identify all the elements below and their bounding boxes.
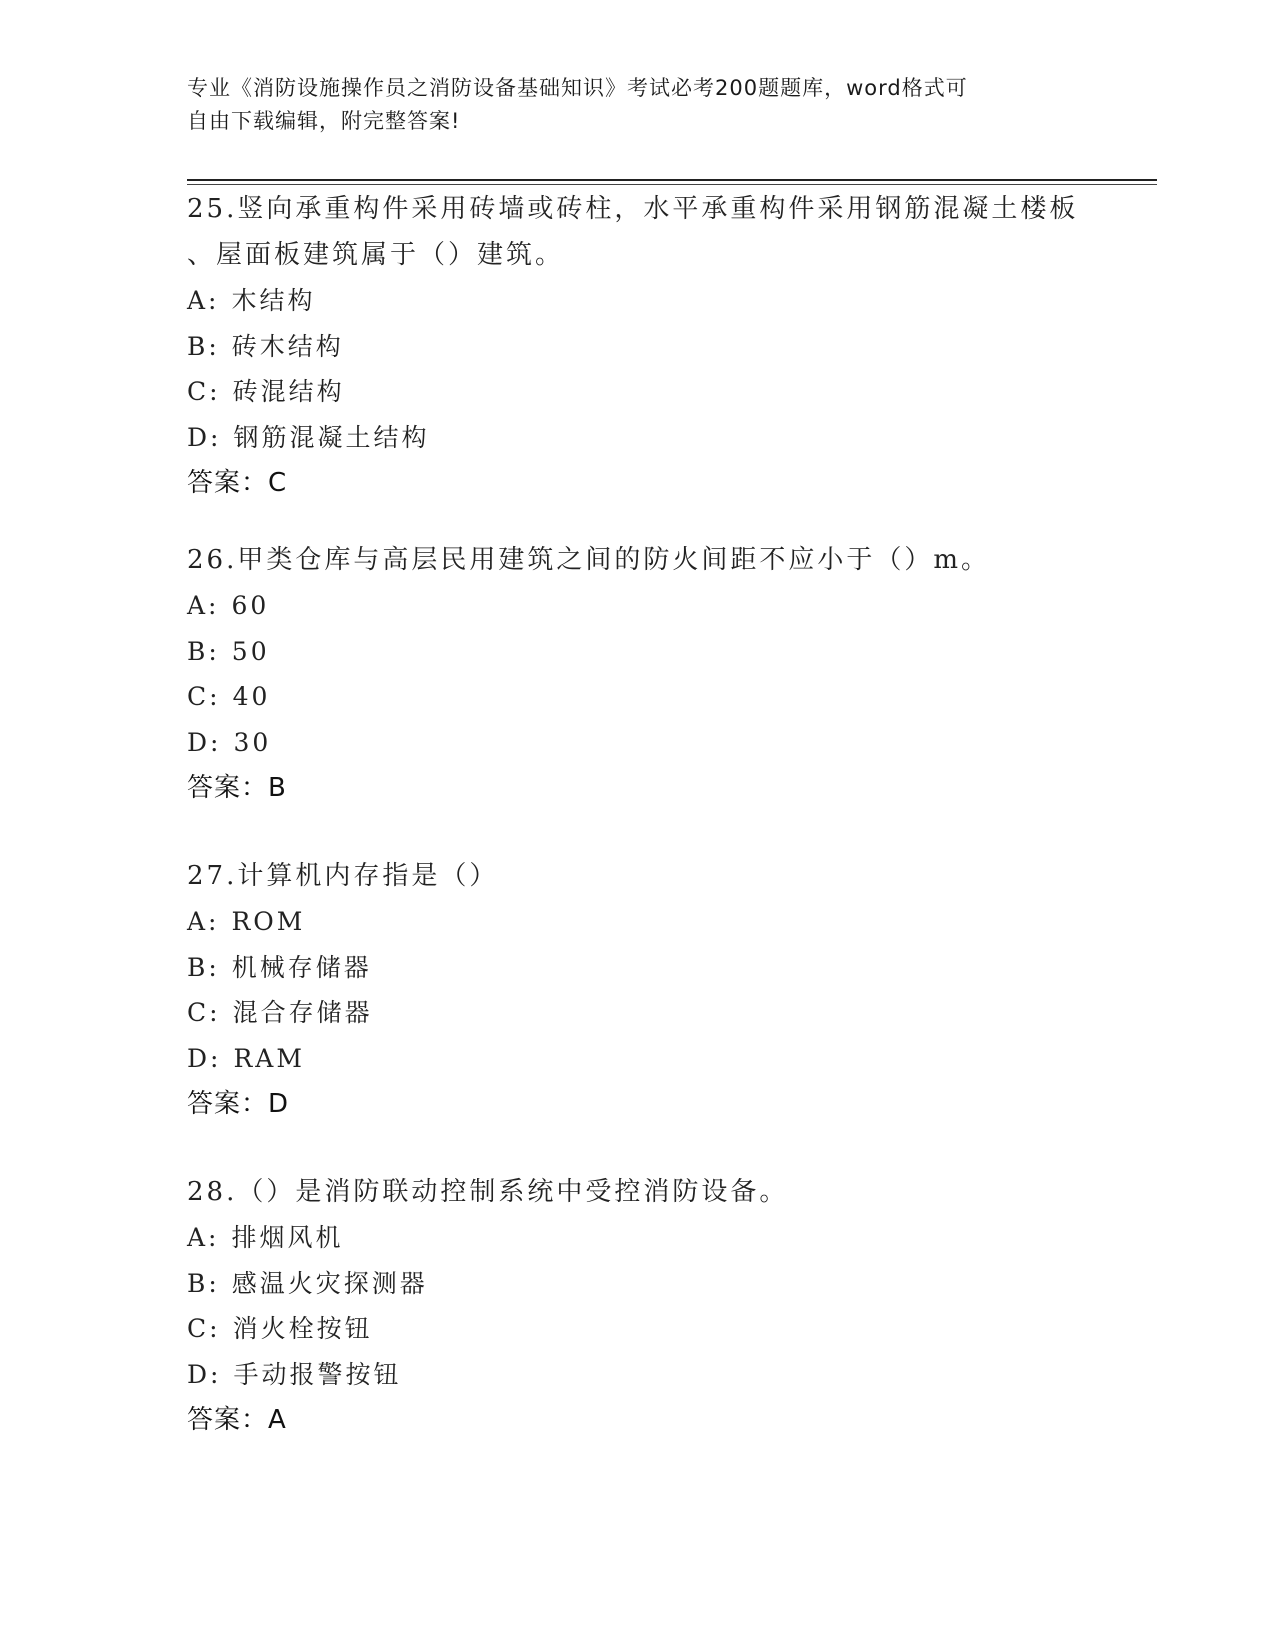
option-text: 排烟风机: [231, 1223, 344, 1252]
option-c: [187, 990, 1107, 1036]
option-text: 砖木结构: [231, 331, 344, 361]
option-text: 机械存储器: [231, 952, 372, 982]
option-c: [187, 674, 1107, 720]
question-stem-line: 26.甲类仓库与高层民用建筑之间的防火间距不应小于（）m。: [187, 545, 991, 575]
option-key: B:: [187, 331, 220, 361]
option-text: 30: [233, 727, 272, 757]
option-key: B:: [187, 636, 220, 666]
option-c: [187, 1306, 1107, 1352]
option-key: C:: [187, 682, 221, 711]
option-d: [187, 1036, 1107, 1082]
header-divider-thick: [187, 179, 1157, 181]
question-28: [187, 1169, 1107, 1443]
option-d: [187, 1352, 1107, 1398]
option-key: A:: [187, 907, 220, 936]
option-b: [187, 324, 1107, 370]
option-key: A:: [187, 286, 220, 315]
option-key: B:: [187, 1268, 220, 1298]
question-26: [187, 537, 1107, 811]
option-text: 砖混结构: [232, 377, 345, 406]
option-key: D:: [187, 1043, 222, 1073]
option-text: 消火栓按钮: [232, 1314, 373, 1343]
answer-label: 答案：D: [187, 1089, 290, 1119]
answer-label: 答案：A: [187, 1405, 287, 1435]
option-text: 混合存储器: [232, 998, 373, 1027]
option-key: D:: [187, 1359, 222, 1389]
question-stem-line: 27.计算机内存指是（）: [187, 861, 499, 891]
question-27: [187, 853, 1107, 1127]
question-stem: [187, 853, 1107, 899]
option-b: [187, 945, 1107, 991]
option-a: [187, 1215, 1107, 1261]
option-text: 感温火灾探测器: [231, 1268, 428, 1298]
question-25: [187, 186, 1107, 506]
option-a: [187, 278, 1107, 324]
option-text: RAM: [233, 1043, 305, 1073]
option-key: C:: [187, 377, 221, 406]
question-stem: [187, 537, 1107, 583]
option-b: [187, 629, 1107, 675]
option-text: 50: [231, 636, 270, 666]
option-c: [187, 369, 1107, 415]
option-text: 40: [232, 682, 271, 711]
header-divider-thin: [187, 184, 1157, 185]
question-stem: [187, 186, 1107, 278]
question-stem: [187, 1169, 1107, 1215]
option-text: 钢筋混凝土结构: [233, 422, 430, 452]
option-text: 木结构: [231, 286, 316, 315]
option-a: [187, 583, 1107, 629]
answer-label: 答案：C: [187, 468, 288, 498]
document-header: [187, 72, 1087, 138]
option-b: [187, 1261, 1107, 1307]
option-key: D:: [187, 422, 222, 452]
option-text: 手动报警按钮: [233, 1359, 402, 1389]
option-key: D:: [187, 727, 222, 757]
option-a: [187, 899, 1107, 945]
question-stem-line: 、屋面板建筑属于（）建筑。: [187, 240, 565, 270]
option-key: A:: [187, 591, 220, 620]
option-key: B:: [187, 952, 220, 982]
question-stem-line: 25.竖向承重构件采用砖墙或砖柱，水平承重构件采用钢筋混凝土楼板: [187, 194, 1079, 224]
option-key: A:: [187, 1223, 220, 1252]
header-line-2: 自由下载编辑，附完整答案!: [187, 109, 461, 133]
question-stem-line: 28.（）是消防联动控制系统中受控消防设备。: [187, 1177, 789, 1207]
option-d: [187, 720, 1107, 766]
option-text: ROM: [231, 907, 306, 936]
header-line-1: 专业《消防设施操作员之消防设备基础知识》考试必考200题题库，word格式可: [187, 76, 968, 100]
option-d: [187, 415, 1107, 461]
answer-label: 答案：B: [187, 773, 287, 803]
option-text: 60: [231, 591, 270, 620]
option-key: C:: [187, 998, 221, 1027]
option-key: C:: [187, 1314, 221, 1343]
